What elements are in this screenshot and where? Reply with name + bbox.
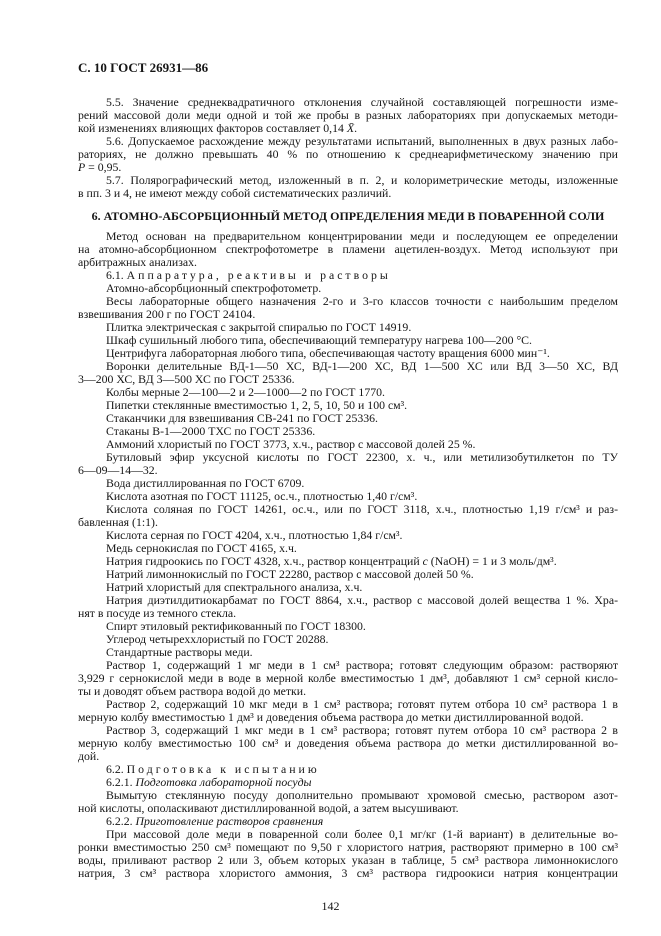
text-line: Центрифуга лабораторная любого типа, обеспечивающая частоту вращения 6000 мин⁻¹. xyxy=(106,346,550,360)
text-line: Аммоний хлористый по ГОСТ 3773, х.ч., раствор с массовой долей 25 %. xyxy=(106,437,476,451)
text-line: в пп. 3 и 4, не имеют между собой систематических различий. xyxy=(78,186,392,200)
clause-5-5 xyxy=(78,96,618,135)
text-line: Кислота серная по ГОСТ 4204, х.ч., плотностью 1,84 г/см³. xyxy=(106,528,403,542)
text-line: Натрий лимоннокислый по ГОСТ 22280, раствор с массовой долей 50 %. xyxy=(106,567,474,581)
text-run: кой изменениях влияющих факторов составляет 0,14 xyxy=(78,121,347,135)
text-line: Стаканчики для взвешивания СВ-241 по ГОСТ 25336. xyxy=(106,411,378,425)
clause-title: Подготовка лабораторной посуды xyxy=(135,775,312,789)
text-line: Стандартные растворы меди. xyxy=(106,645,253,659)
text-line: ной кислоты, ополаскивают дистиллированной водой, а затем высушивают. xyxy=(78,801,459,815)
text-line: Раствор 1, содержащий 1 мг меди в 1 см³ раствора; готовят следующим образом: растворяют xyxy=(106,658,618,672)
page-body xyxy=(78,96,618,880)
text-line: Стаканы В-1—2000 ТХС по ГОСТ 25336. xyxy=(106,424,316,438)
text-run: = 0,95. xyxy=(85,160,122,174)
text-line: мерную колбу вместимостью 1 дм³ и доведения объема раствора до метки дистиллированной водой. xyxy=(78,710,584,724)
clause-5-6 xyxy=(78,135,618,174)
text-line: Натрия диэтилдитиокарбамат по ГОСТ 8864, х.ч., раствор с массовой долей вещества 1 %. Хра- xyxy=(106,593,618,607)
method-intro xyxy=(78,230,618,269)
text-line: ронки вместимостью 250 см³ помещают по 9,50 г хлористого натрия, растворяют примерно в 100 см³ xyxy=(78,840,618,854)
clause-6-2-2-text xyxy=(78,828,618,880)
mean-symbol: X̄ xyxy=(346,121,355,135)
text-line: Метод основан на предварительном концентрировании меди и последующем ее определении xyxy=(106,229,618,243)
text-line: мерную колбу вместимостью 100 см³ и доведения объема раствора до метки дистиллированной во- xyxy=(78,736,618,750)
text-line: бавленная (1:1). xyxy=(78,515,158,529)
text-line: При массовой доле меди в поваренной соли более 0,1 мг/кг (1-й вариант) в делительные во- xyxy=(106,827,618,841)
text-line: натрия, 3 см³ раствора хлористого аммония, 3 см³ раствора гидроокиси натрия концентрации xyxy=(78,866,618,880)
text-line: арбитражных анализах. xyxy=(78,255,197,269)
text-line: Вымытую стеклянную посуду дополнительно промывают хромовой смесью, раствором азот- xyxy=(106,788,618,802)
text-line: Бутиловый эфир уксусной кислоты по ГОСТ 22300, х. ч., или метилизобутилкетон по ТУ xyxy=(106,450,618,464)
text-run: (NaOH) = 1 и 3 моль/дм³. xyxy=(427,554,557,568)
solution-1 xyxy=(78,659,618,698)
text-line: взвешивания 200 г по ГОСТ 24104. xyxy=(78,307,256,321)
text-line: 6—09—14—32. xyxy=(78,463,158,477)
text-line: Спирт этиловый ректификованный по ГОСТ 18300. xyxy=(106,619,366,633)
text-line: раториях, не должно превышать 40 % по отношению к среднеарифметическому значению при xyxy=(78,147,618,161)
text-line: Углерод четыреххлористый по ГОСТ 20288. xyxy=(106,632,329,646)
text-line: Атомно-абсорбционный спектрофотометр. xyxy=(106,281,322,295)
concentration-symbol: c xyxy=(422,554,428,568)
page-header: С. 10 ГОСТ 26931—86 xyxy=(78,60,209,75)
page-number: 142 xyxy=(321,899,340,913)
text-line: на атомно-абсорбционном спектрофотометре в пламени ацетилен-воздух. Метод используют при xyxy=(78,242,618,256)
equipment-item xyxy=(78,360,618,386)
solution-3 xyxy=(78,724,618,763)
text-line: Весы лабораторные общего назначения 2-го и 3-го классов точности с наибольшим пределом xyxy=(106,294,618,308)
text-line: Раствор 3, содержащий 1 мкг меди в 1 см³ раствора; готовят путем отбора 10 см³ раствора 2 в xyxy=(106,723,618,737)
clause-number: 6.2.1. xyxy=(106,775,136,789)
text-line: 5.5. Значение среднеквадратичного отклонения случайной составляющей погрешности изме- xyxy=(106,95,618,109)
text-line: Раствор 2, содержащий 10 мкг меди в 1 см³ раствора; готовят путем отбора 10 см³ раствора 1 в xyxy=(106,697,618,711)
text-line: Шкаф сушильный любого типа, обеспечивающий температуру нагрева 100—200 °С. xyxy=(106,333,532,347)
text-line: 3—200 ХС, ВД 3—500 ХС по ГОСТ 25336. xyxy=(78,372,295,386)
clause-title: Подготовка к испытанию xyxy=(126,762,320,776)
text-line: 5.7. Полярографический метод, изложенный в п. 2, и колориметрические методы, изложенные xyxy=(106,173,618,187)
clause-6-2-1-text xyxy=(78,789,618,815)
text-line: рений массовой доли меди одной и той же пробы в разных лабораториях при допускаемых методи- xyxy=(78,108,618,122)
clause-number: 6.1. xyxy=(106,268,127,282)
text-line: Плитка электрическая с закрытой спиралью по ГОСТ 14919. xyxy=(106,320,412,334)
text-line: Воронки делительные ВД-1—50 ХС, ВД-1—200 ХС, ВД 1—500 ХС или ВД 3—50 ХС, ВД xyxy=(106,359,618,373)
text-run: Натрия гидроокись по ГОСТ 4328, х.ч., раствор концентраций xyxy=(106,554,423,568)
text-line: Натрий хлористый для спектрального анализа, х.ч. xyxy=(106,580,363,594)
clause-number: 6.2. xyxy=(106,762,127,776)
text-line: Медь сернокислая по ГОСТ 4165, х.ч. xyxy=(106,541,297,555)
text-run: . xyxy=(354,121,358,135)
solution-2 xyxy=(78,698,618,724)
section-6-heading: 6. АТОМНО-АБСОРБЦИОННЫЙ МЕТОД ОПРЕДЕЛЕНИЯ МЕДИ В ПОВАРЕННОЙ СОЛИ xyxy=(91,209,605,223)
reagent-item xyxy=(78,503,618,529)
text-line: Кислота азотная по ГОСТ 11125, ос.ч., плотностью 1,40 г/см³. xyxy=(106,489,418,503)
text-line: Кислота соляная по ГОСТ 14261, ос.ч., или по ГОСТ 3118, х.ч., плотностью 1,19 г/см³ и раз- xyxy=(106,502,618,516)
text-line: дой. xyxy=(78,749,100,763)
text-line: 5.6. Допускаемое расхождение между результатами испытаний, выполненных в двух разных лабо- xyxy=(106,134,618,148)
text-line: Пипетки стеклянные вместимостью 1, 2, 5, 10, 50 и 100 см³. xyxy=(106,398,408,412)
clause-5-7 xyxy=(78,174,618,200)
text-line: нят в посуде из темного стекла. xyxy=(78,606,237,620)
equipment-item xyxy=(78,295,618,321)
text-line: ты и доводят объем раствора водой до метки. xyxy=(78,684,307,698)
probability-symbol: P xyxy=(78,160,86,174)
text-line: 3,929 г сернокислой меди в воде в мерной колбе вместимостью 1 дм³, добавляют 1 см³ серной кисло- xyxy=(78,671,618,685)
reagent-item xyxy=(78,594,618,620)
text-line: Колбы мерные 2—100—2 и 2—1000—2 по ГОСТ 1770. xyxy=(106,385,385,399)
clause-title: Аппаратура, реактивы и растворы xyxy=(126,268,391,282)
clause-title: Приготовление растворов сравнения xyxy=(135,814,324,828)
text-line: Вода дистиллированная по ГОСТ 6709. xyxy=(106,476,305,490)
reagent-item xyxy=(78,451,618,477)
text-line: воды, приливают раствор 2 или 3, объем которых указан в таблице, 5 см³ раствора лимоннокислого xyxy=(78,853,618,867)
clause-number: 6.2.2. xyxy=(106,814,136,828)
